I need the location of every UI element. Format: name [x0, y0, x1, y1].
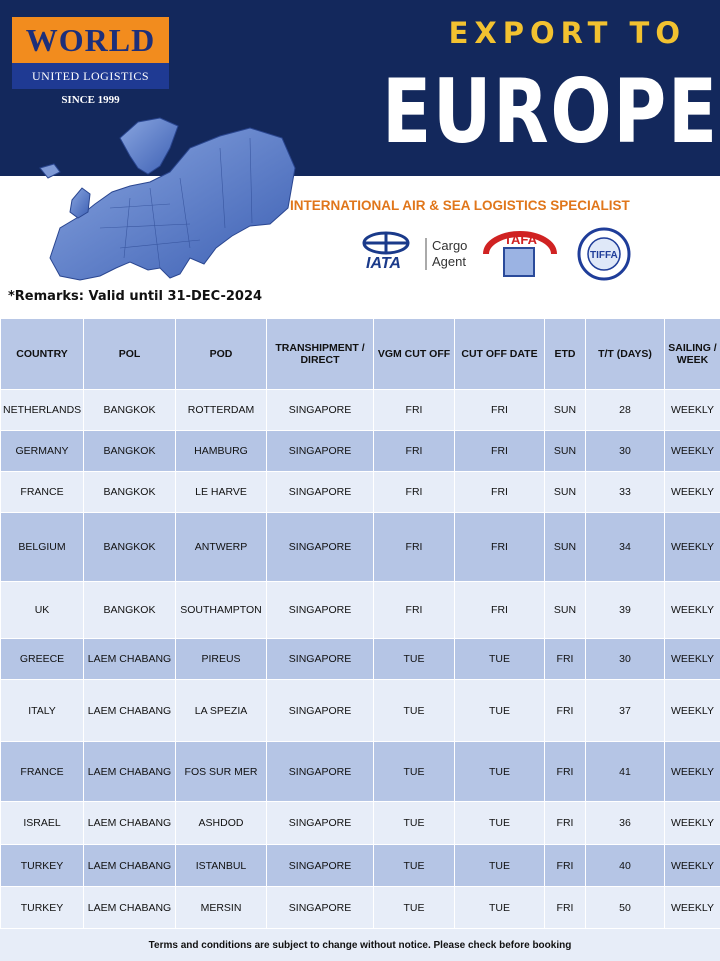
- cell-sailing: WEEKLY: [665, 513, 720, 582]
- cell-pol: LAEM CHABANG: [84, 802, 176, 845]
- cell-transit-days: 41: [586, 742, 665, 802]
- cell-cut-off-date: TUE: [455, 639, 545, 680]
- cell-pod: LA SPEZIA: [176, 680, 267, 742]
- cell-cut-off-date: TUE: [455, 845, 545, 887]
- cell-country: UK: [1, 582, 84, 639]
- cell-country: TURKEY: [1, 845, 84, 887]
- cell-transit-days: 37: [586, 680, 665, 742]
- cell-pod: PIREUS: [176, 639, 267, 680]
- cell-etd: SUN: [545, 582, 586, 639]
- cell-country: TURKEY: [1, 887, 84, 930]
- logo-top: [12, 17, 169, 63]
- header-cut-off-date: CUT OFF DATE: [455, 319, 545, 390]
- cell-sailing: WEEKLY: [665, 431, 720, 472]
- cell-sailing: WEEKLY: [665, 845, 720, 887]
- tafa-label: TAFA: [504, 232, 538, 247]
- cell-pol: LAEM CHABANG: [84, 680, 176, 742]
- iata-logo-icon: [364, 233, 467, 272]
- cell-etd: FRI: [545, 680, 586, 742]
- certification-badges: [356, 226, 646, 282]
- cell-country: GERMANY: [1, 431, 84, 472]
- cell-pol: BANGKOK: [84, 431, 176, 472]
- cell-country: BELGIUM: [1, 513, 84, 582]
- footer-terms: Terms and conditions are subject to change without notice. Please check before booking: [0, 928, 720, 961]
- cell-sailing: WEEKLY: [665, 680, 720, 742]
- cell-cut-off-date: TUE: [455, 742, 545, 802]
- cell-cut-off-date: FRI: [455, 472, 545, 513]
- cell-pol: BANGKOK: [84, 513, 176, 582]
- logo-subtitle: UNITED LOGISTICS: [12, 63, 169, 89]
- iata-label: IATA: [366, 255, 401, 272]
- cell-transhipment: SINGAPORE: [267, 742, 374, 802]
- cell-vgm-cut-off: FRI: [374, 582, 455, 639]
- header-transit-time: T/T (DAYS): [586, 319, 665, 390]
- cell-transhipment: SINGAPORE: [267, 639, 374, 680]
- cell-country: ISRAEL: [1, 802, 84, 845]
- cell-pod: SOUTHAMPTON: [176, 582, 267, 639]
- tiffa-label: TIFFA: [590, 250, 618, 261]
- cell-cut-off-date: FRI: [455, 513, 545, 582]
- cell-pod: MERSIN: [176, 887, 267, 930]
- tiffa-logo-icon: [579, 229, 629, 279]
- header-vgm-cut-off: VGM CUT OFF: [374, 319, 455, 390]
- cell-transhipment: SINGAPORE: [267, 845, 374, 887]
- cell-etd: SUN: [545, 513, 586, 582]
- header-pod: POD: [176, 319, 267, 390]
- cell-country: NETHERLANDS: [1, 390, 84, 431]
- cell-transit-days: 39: [586, 582, 665, 639]
- cell-country: ITALY: [1, 680, 84, 742]
- cell-sailing: WEEKLY: [665, 887, 720, 930]
- cell-vgm-cut-off: TUE: [374, 680, 455, 742]
- cell-sailing: WEEKLY: [665, 742, 720, 802]
- cell-vgm-cut-off: TUE: [374, 887, 455, 930]
- cell-vgm-cut-off: TUE: [374, 845, 455, 887]
- cell-pol: LAEM CHABANG: [84, 742, 176, 802]
- cell-transit-days: 33: [586, 472, 665, 513]
- cell-sailing: WEEKLY: [665, 390, 720, 431]
- cell-pol: LAEM CHABANG: [84, 845, 176, 887]
- company-logo: [12, 17, 169, 89]
- cell-transit-days: 40: [586, 845, 665, 887]
- cell-pol: LAEM CHABANG: [84, 639, 176, 680]
- cell-vgm-cut-off: FRI: [374, 390, 455, 431]
- cell-vgm-cut-off: FRI: [374, 431, 455, 472]
- cell-transit-days: 36: [586, 802, 665, 845]
- map-scandinavia: [120, 118, 178, 174]
- table-row: [1, 472, 720, 513]
- cell-etd: SUN: [545, 472, 586, 513]
- cell-etd: SUN: [545, 431, 586, 472]
- cell-pod: ISTANBUL: [176, 845, 267, 887]
- cell-pod: LE HARVE: [176, 472, 267, 513]
- cell-cut-off-date: TUE: [455, 680, 545, 742]
- cell-cut-off-date: TUE: [455, 802, 545, 845]
- cell-transit-days: 28: [586, 390, 665, 431]
- cell-transit-days: 34: [586, 513, 665, 582]
- cell-transit-days: 30: [586, 431, 665, 472]
- table-row: [1, 845, 720, 887]
- cell-pol: BANGKOK: [84, 390, 176, 431]
- cell-pol: BANGKOK: [84, 582, 176, 639]
- cell-transhipment: SINGAPORE: [267, 680, 374, 742]
- cell-pod: ANTWERP: [176, 513, 267, 582]
- cell-pod: FOS SUR MER: [176, 742, 267, 802]
- cell-transhipment: SINGAPORE: [267, 802, 374, 845]
- cell-transit-days: 30: [586, 639, 665, 680]
- destination-heading: EUROPE: [382, 62, 636, 162]
- cell-pod: HAMBURG: [176, 431, 267, 472]
- cell-pol: LAEM CHABANG: [84, 887, 176, 930]
- cell-sailing: WEEKLY: [665, 472, 720, 513]
- cell-transit-days: 50: [586, 887, 665, 930]
- europe-map-image: [20, 108, 320, 286]
- tagline: INTERNATIONAL AIR & SEA LOGISTICS SPECIALIST: [290, 198, 630, 213]
- cell-etd: FRI: [545, 845, 586, 887]
- table-row: [1, 390, 720, 431]
- cell-etd: FRI: [545, 742, 586, 802]
- map-iceland: [40, 164, 60, 178]
- cell-country: FRANCE: [1, 742, 84, 802]
- header-pol: POL: [84, 319, 176, 390]
- cell-etd: FRI: [545, 802, 586, 845]
- cell-pod: ASHDOD: [176, 802, 267, 845]
- logo-word: WORLD: [26, 22, 155, 59]
- cell-transhipment: SINGAPORE: [267, 472, 374, 513]
- cell-cut-off-date: FRI: [455, 582, 545, 639]
- cell-cut-off-date: TUE: [455, 887, 545, 930]
- cell-etd: FRI: [545, 639, 586, 680]
- cell-vgm-cut-off: FRI: [374, 513, 455, 582]
- header-sailing: SAILING / WEEK: [665, 319, 720, 390]
- remarks-note: *Remarks: Valid until 31-DEC-2024: [8, 289, 262, 304]
- cell-sailing: WEEKLY: [665, 582, 720, 639]
- export-to-heading: EXPORT TO: [449, 16, 686, 50]
- table-row: [1, 582, 720, 639]
- table-header-row: [1, 319, 720, 390]
- table-row: [1, 680, 720, 742]
- cell-transhipment: SINGAPORE: [267, 887, 374, 930]
- cell-transhipment: SINGAPORE: [267, 513, 374, 582]
- cell-sailing: WEEKLY: [665, 639, 720, 680]
- table-row: [1, 802, 720, 845]
- table-row: [1, 742, 720, 802]
- iata-cargo-line1: Cargo: [432, 238, 467, 253]
- table-row: [1, 431, 720, 472]
- table-row: [1, 513, 720, 582]
- cell-cut-off-date: FRI: [455, 390, 545, 431]
- cell-vgm-cut-off: TUE: [374, 639, 455, 680]
- cell-country: FRANCE: [1, 472, 84, 513]
- cell-etd: FRI: [545, 887, 586, 930]
- cell-transhipment: SINGAPORE: [267, 431, 374, 472]
- cell-sailing: WEEKLY: [665, 802, 720, 845]
- schedule-table: [0, 318, 720, 930]
- cell-transhipment: SINGAPORE: [267, 582, 374, 639]
- header-etd: ETD: [545, 319, 586, 390]
- header-country: COUNTRY: [1, 319, 84, 390]
- cell-transhipment: SINGAPORE: [267, 390, 374, 431]
- cell-cut-off-date: FRI: [455, 431, 545, 472]
- cell-etd: SUN: [545, 390, 586, 431]
- iata-cargo-line2: Agent: [432, 254, 466, 269]
- cell-vgm-cut-off: TUE: [374, 742, 455, 802]
- cell-country: GREECE: [1, 639, 84, 680]
- header-transhipment: TRANSHIPMENT / DIRECT: [267, 319, 374, 390]
- cell-pod: ROTTERDAM: [176, 390, 267, 431]
- cell-pol: BANGKOK: [84, 472, 176, 513]
- cell-vgm-cut-off: TUE: [374, 802, 455, 845]
- since-year: SINCE 1999: [12, 94, 169, 106]
- table-row: [1, 639, 720, 680]
- table-row: [1, 887, 720, 930]
- cell-vgm-cut-off: FRI: [374, 472, 455, 513]
- tafa-logo-icon: [486, 232, 554, 276]
